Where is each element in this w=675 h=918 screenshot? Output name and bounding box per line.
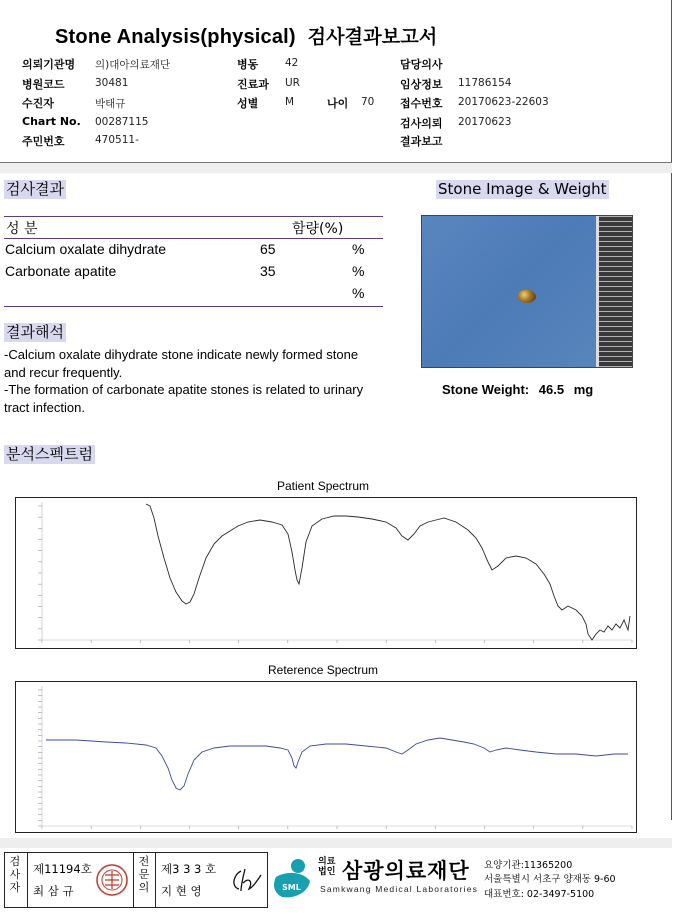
request-date-value: 20170623: [458, 116, 512, 128]
results-section-title: 검사결과: [6, 180, 64, 198]
patient-spectrum-line: [146, 504, 630, 640]
result-unit: %: [352, 285, 365, 301]
department-value: UR: [285, 77, 300, 89]
hospital-code-value: 30481: [95, 77, 129, 89]
patient-label: 수진자: [22, 97, 54, 110]
result-value: 65: [260, 241, 276, 257]
age-value: 70: [361, 96, 375, 108]
report-title: [55, 22, 437, 49]
results-table-bottom-line: [4, 306, 383, 307]
results-col-content: 함량(%): [292, 221, 344, 237]
result-unit: %: [352, 263, 365, 279]
results-table-head-line: [4, 238, 383, 239]
interpretation-line: -Calcium oxalate dihydrate stone indicate newly formed stone and recur frequently.: [4, 347, 359, 380]
interpretation-section-title: 결과해석: [6, 323, 64, 341]
report-title-kr: 검사결과보고서: [307, 26, 438, 48]
examiner-name: 최 삼 규: [33, 884, 74, 898]
receipt-no-value: 20170623-22603: [458, 96, 549, 108]
stone-weight-value: 46.5: [538, 382, 565, 397]
org-prefix: 의료 법인: [318, 857, 336, 877]
examiner-label: 검사자: [9, 855, 21, 894]
stone-photo: [421, 215, 633, 368]
org-address: 서울특별시 서초구 양재동 9-60: [484, 874, 616, 885]
signature-image: [227, 865, 263, 895]
results-col-component: 성 분: [6, 221, 38, 237]
report-date-label: 결과보고: [400, 135, 443, 148]
results-table-top-line: [4, 216, 383, 217]
page-frame: [671, 0, 672, 820]
ward-value: 42: [285, 57, 299, 69]
report-title-en: Stone Analysis(physical): [55, 26, 296, 48]
specialist-label: 전문의: [138, 855, 150, 894]
patient-spectrum-title: Patient Spectrum: [277, 479, 370, 493]
stone-section-title: Stone Image & Weight: [438, 180, 607, 198]
institution-value: 의)대아의료재단: [95, 59, 171, 71]
patient-value: 박태규: [95, 98, 126, 110]
stone-weight-unit: mg: [573, 382, 594, 397]
reference-spectrum-chart: [15, 681, 637, 833]
ruler-image: [596, 216, 632, 367]
specialist-name: 지 현 영: [161, 884, 202, 898]
stone-weight-label: Stone Weight:: [442, 382, 530, 397]
clinical-info-value: 11786154: [458, 77, 512, 89]
footer-gray-band: [0, 838, 672, 848]
request-date-label: 검사의뢰: [400, 117, 443, 130]
sml-logo-icon: [272, 857, 312, 901]
department-label: 진료과: [237, 78, 269, 91]
ward-label: 병동: [237, 58, 259, 71]
signature-box: [4, 852, 268, 908]
chart-no-value: 00287115: [95, 116, 149, 128]
svg-text:SML: SML: [282, 883, 301, 892]
sex-value: M: [285, 96, 295, 108]
chart-no-label: Chart No.: [22, 115, 81, 128]
result-unit: %: [352, 241, 365, 257]
spectrum-section-title: 분석스펙트럼: [6, 445, 93, 463]
result-component: Carbonate apatite: [5, 263, 117, 279]
org-name-en: Samkwang Medical Laboratories: [320, 884, 479, 894]
header-gray-band: [0, 163, 672, 173]
clinical-info-label: 임상정보: [400, 78, 443, 91]
result-component: Calcium oxalate dihydrate: [5, 241, 167, 257]
stone-image: [518, 290, 536, 303]
sex-label: 성별: [237, 97, 259, 110]
receipt-no-label: 접수번호: [400, 97, 443, 110]
interpretation-text: [4, 346, 376, 416]
reference-spectrum-title: Reterence Spectrum: [268, 663, 379, 677]
org-code: 요양기관:11365200: [484, 860, 573, 871]
age-label: 나이: [327, 97, 349, 110]
resident-no-label: 주민번호: [22, 135, 65, 148]
reference-spectrum-line: [46, 738, 628, 790]
institution-label: 의뢰기관명: [22, 58, 76, 71]
specialist-license: 제3 3 3 호: [161, 862, 217, 876]
org-name: 삼광의료재단: [342, 859, 470, 883]
patient-spectrum-chart: [15, 497, 637, 649]
hospital-code-label: 병원코드: [22, 78, 65, 91]
examiner-license: 제11194호: [33, 862, 92, 876]
doctor-label: 담당의사: [400, 58, 443, 71]
org-phone: 대표번호: 02-3497-5100: [484, 889, 595, 900]
seal-icon: [95, 863, 129, 897]
interpretation-line: -The formation of carbonate apatite stones is related to urinary tract infection.: [4, 382, 364, 415]
resident-no-value: 470511-: [95, 134, 139, 146]
result-value: 35: [260, 263, 276, 279]
stone-weight: [442, 382, 599, 397]
